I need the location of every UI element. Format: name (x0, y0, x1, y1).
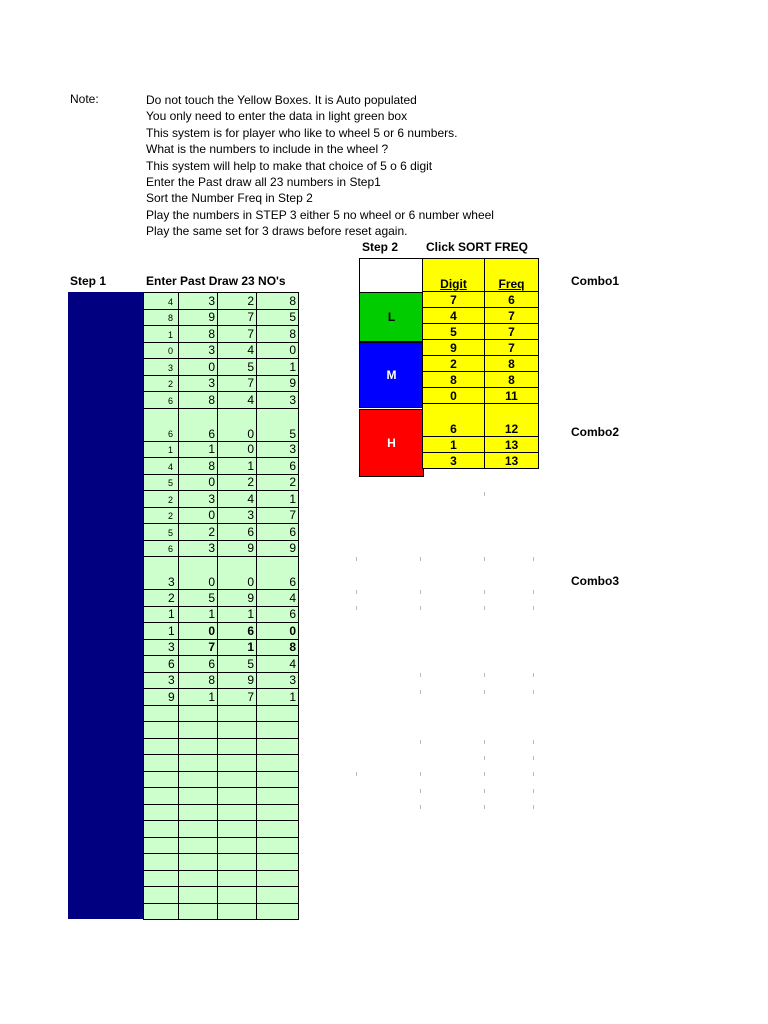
draw-cell[interactable]: 5 (144, 524, 179, 541)
freq-cell: 11 (485, 388, 539, 404)
draw-cell[interactable]: 3 (179, 491, 218, 508)
draw-cell[interactable]: 6 (179, 656, 218, 673)
freq-cell: 7 (485, 308, 539, 324)
draw-cell[interactable]: 1 (144, 326, 179, 343)
draw-cell[interactable] (218, 705, 257, 722)
draw-cell[interactable] (179, 804, 218, 821)
table-row (144, 606, 299, 623)
note-line: This system will help to make that choice of 5 o 6 digit (146, 158, 433, 173)
draw-cell[interactable]: 7 (218, 326, 257, 343)
draw-cell[interactable] (144, 804, 179, 821)
combo1-heading: Combo1 (571, 274, 619, 288)
draw-cell[interactable]: 6 (144, 656, 179, 673)
draw-cell[interactable] (257, 837, 299, 854)
draw-cell[interactable]: 7 (257, 507, 299, 524)
digit-cell: 0 (423, 388, 485, 404)
table-row (144, 474, 299, 491)
draw-cell[interactable] (179, 788, 218, 805)
table-row (144, 441, 299, 458)
empty-row (144, 738, 299, 755)
digit-cell: 6 (423, 404, 485, 437)
digit-cell: 5 (423, 324, 485, 340)
draw-cell[interactable] (179, 705, 218, 722)
draw-cell[interactable]: 6 (218, 524, 257, 541)
draw-cell[interactable]: 8 (257, 293, 299, 310)
table-row (144, 491, 299, 508)
empty-row (144, 755, 299, 772)
draw-cell[interactable] (257, 788, 299, 805)
freq-row (423, 308, 539, 324)
draw-cell[interactable] (218, 903, 257, 920)
draw-cell[interactable]: 2 (144, 491, 179, 508)
draw-cell[interactable] (179, 755, 218, 772)
freq-cell: 7 (485, 340, 539, 356)
empty-row (144, 887, 299, 904)
freq-row (423, 388, 539, 404)
draw-cell[interactable]: 6 (257, 557, 299, 590)
empty-row (144, 788, 299, 805)
table-row (144, 689, 299, 706)
draw-cell[interactable]: 2 (144, 590, 179, 607)
step2-blank-cell (359, 258, 424, 293)
draw-cell[interactable]: 8 (179, 392, 218, 409)
digit-cell: 1 (423, 437, 485, 453)
draw-cell[interactable]: 3 (144, 557, 179, 590)
enter-past-heading: Enter Past Draw 23 NO's (146, 274, 286, 288)
draw-cell[interactable]: 3 (218, 507, 257, 524)
draw-cell[interactable]: 3 (257, 441, 299, 458)
draw-cell[interactable]: 2 (179, 524, 218, 541)
table-row (144, 342, 299, 359)
freq-header: Freq (485, 259, 539, 292)
draw-cell[interactable]: 2 (257, 474, 299, 491)
draw-cell[interactable]: 0 (218, 441, 257, 458)
table-row (144, 359, 299, 376)
digit-cell: 8 (423, 372, 485, 388)
digit-header: Digit (423, 259, 485, 292)
draw-cell[interactable]: 3 (257, 392, 299, 409)
freq-cell: 8 (485, 356, 539, 372)
table-row (144, 458, 299, 475)
freq-row (423, 372, 539, 388)
freq-cell: 12 (485, 404, 539, 437)
draw-cell[interactable]: 8 (144, 309, 179, 326)
draw-cell[interactable]: 0 (218, 557, 257, 590)
empty-row (144, 837, 299, 854)
freq-cell: 13 (485, 437, 539, 453)
draw-cell[interactable]: 7 (218, 375, 257, 392)
draw-cell[interactable] (218, 722, 257, 739)
draw-cell[interactable] (257, 870, 299, 887)
freq-cell: 7 (485, 324, 539, 340)
draw-cell[interactable] (179, 870, 218, 887)
draw-cell[interactable]: 4 (218, 342, 257, 359)
sort-freq-button[interactable]: Click SORT FREQ (426, 240, 529, 254)
draw-cell[interactable]: 1 (144, 441, 179, 458)
draw-cell[interactable] (144, 722, 179, 739)
note-line: Play the same set for 3 draws before reset again. (146, 224, 408, 239)
draw-cell[interactable] (218, 788, 257, 805)
table-row (144, 507, 299, 524)
note-line: Play the numbers in STEP 3 either 5 no wheel or 6 number wheel (146, 207, 494, 222)
draw-cell[interactable] (144, 788, 179, 805)
table-row (144, 672, 299, 689)
note-label: Note: (70, 92, 99, 106)
draw-cell[interactable]: 9 (179, 309, 218, 326)
draw-cell[interactable]: 5 (218, 656, 257, 673)
freq-row (423, 437, 539, 453)
draw-cell[interactable]: 5 (257, 309, 299, 326)
draw-cell[interactable]: 0 (179, 557, 218, 590)
draw-cell[interactable] (218, 771, 257, 788)
draw-cell[interactable] (179, 837, 218, 854)
draw-cell[interactable]: 0 (179, 474, 218, 491)
freq-row (423, 404, 539, 437)
draw-cell[interactable]: 1 (179, 689, 218, 706)
draw-cell[interactable]: 3 (257, 672, 299, 689)
draw-cell[interactable]: 7 (218, 309, 257, 326)
empty-row (144, 804, 299, 821)
past-draw-grid (143, 292, 299, 920)
empty-row (144, 705, 299, 722)
draw-cell[interactable]: 8 (257, 326, 299, 343)
table-row (144, 590, 299, 607)
draw-cell[interactable] (218, 821, 257, 838)
empty-row (144, 870, 299, 887)
draw-cell[interactable]: 0 (179, 507, 218, 524)
draw-cell[interactable]: 0 (179, 359, 218, 376)
freq-row (423, 324, 539, 340)
empty-row (144, 903, 299, 920)
draw-cell[interactable]: 5 (257, 408, 299, 441)
draw-cell[interactable]: 6 (144, 540, 179, 557)
draw-cell[interactable] (144, 870, 179, 887)
draw-cell[interactable]: 4 (257, 656, 299, 673)
draw-cell[interactable] (144, 705, 179, 722)
draw-cell[interactable] (257, 821, 299, 838)
draw-cell[interactable]: 3 (179, 540, 218, 557)
draw-cell[interactable]: 1 (257, 359, 299, 376)
draw-cell[interactable] (218, 887, 257, 904)
draw-cell[interactable] (144, 903, 179, 920)
freq-cell: 13 (485, 453, 539, 469)
draw-cell[interactable] (257, 705, 299, 722)
draw-cell[interactable] (144, 738, 179, 755)
draw-cell[interactable]: 9 (218, 540, 257, 557)
empty-row (144, 771, 299, 788)
digit-cell: 7 (423, 292, 485, 308)
table-row (144, 540, 299, 557)
note-text (146, 92, 494, 240)
draw-cell[interactable] (179, 722, 218, 739)
draw-cell[interactable]: 8 (179, 672, 218, 689)
draw-cell[interactable] (257, 738, 299, 755)
table-row (144, 656, 299, 673)
draw-cell[interactable] (218, 870, 257, 887)
note-line: Sort the Number Freq in Step 2 (146, 191, 313, 206)
table-row (144, 309, 299, 326)
table-row (144, 639, 299, 656)
note-line: Do not touch the Yellow Boxes. It is Auto populated (146, 93, 417, 107)
table-row (144, 623, 299, 640)
draw-cell[interactable]: 3 (144, 672, 179, 689)
empty-row (144, 722, 299, 739)
low-band: L (359, 292, 424, 342)
draw-cell[interactable]: 6 (257, 458, 299, 475)
freq-row (423, 292, 539, 308)
table-row (144, 293, 299, 310)
combo3-heading: Combo3 (571, 574, 619, 588)
draw-cell[interactable] (257, 722, 299, 739)
draw-cell[interactable]: 5 (144, 474, 179, 491)
freq-table (422, 258, 539, 469)
draw-cell[interactable] (257, 804, 299, 821)
note-line: What is the numbers to include in the wheel ? (146, 142, 389, 157)
draw-cell[interactable]: 7 (179, 639, 218, 656)
combo2-heading: Combo2 (571, 425, 619, 439)
draw-cell[interactable]: 8 (179, 458, 218, 475)
table-row (144, 408, 299, 441)
draw-cell[interactable]: 0 (257, 623, 299, 640)
draw-cell[interactable]: 3 (179, 293, 218, 310)
draw-cell[interactable] (257, 854, 299, 871)
draw-cell[interactable] (179, 738, 218, 755)
draw-cell[interactable] (218, 854, 257, 871)
draw-cell[interactable] (179, 854, 218, 871)
draw-cell[interactable] (179, 903, 218, 920)
digit-cell: 2 (423, 356, 485, 372)
note-line: You only need to enter the data in light green box (146, 109, 408, 124)
table-row (144, 557, 299, 590)
step1-heading: Step 1 (70, 274, 107, 288)
draw-cell[interactable] (257, 755, 299, 772)
draw-cell[interactable]: 1 (144, 623, 179, 640)
draw-cell[interactable] (218, 755, 257, 772)
digit-cell: 3 (423, 453, 485, 469)
draw-cell[interactable]: 6 (218, 623, 257, 640)
table-row (144, 392, 299, 409)
draw-cell[interactable]: 1 (179, 606, 218, 623)
draw-cell[interactable]: 0 (218, 408, 257, 441)
draw-cell[interactable]: 1 (218, 639, 257, 656)
draw-cell[interactable]: 6 (179, 408, 218, 441)
draw-cell[interactable]: 9 (218, 590, 257, 607)
draw-cell[interactable]: 3 (144, 359, 179, 376)
draw-cell[interactable]: 3 (144, 639, 179, 656)
draw-cell[interactable]: 1 (257, 491, 299, 508)
draw-cell[interactable]: 1 (179, 441, 218, 458)
draw-cell[interactable]: 5 (179, 590, 218, 607)
empty-row (144, 854, 299, 871)
draw-cell[interactable]: 1 (218, 606, 257, 623)
draw-cell[interactable]: 5 (218, 359, 257, 376)
draw-cell[interactable]: 4 (218, 491, 257, 508)
draw-cell[interactable] (257, 771, 299, 788)
draw-cell[interactable] (257, 887, 299, 904)
draw-cell[interactable]: 6 (257, 524, 299, 541)
table-row (144, 375, 299, 392)
draw-cell[interactable]: 9 (257, 540, 299, 557)
draw-cell[interactable]: 2 (144, 375, 179, 392)
draw-cell[interactable]: 0 (257, 342, 299, 359)
digit-cell: 4 (423, 308, 485, 324)
draw-cell[interactable]: 7 (218, 689, 257, 706)
draw-cell[interactable] (218, 804, 257, 821)
draw-cell[interactable] (218, 738, 257, 755)
draw-cell[interactable]: 2 (218, 293, 257, 310)
freq-row (423, 356, 539, 372)
draw-cell[interactable]: 2 (144, 507, 179, 524)
draw-cell[interactable]: 6 (144, 392, 179, 409)
mid-band: M (359, 342, 424, 408)
draw-cell[interactable] (179, 771, 218, 788)
draw-cell[interactable] (179, 821, 218, 838)
note-line: Enter the Past draw all 23 numbers in Step1 (146, 175, 381, 190)
draw-cell[interactable] (144, 837, 179, 854)
draw-cell[interactable]: 1 (218, 458, 257, 475)
draw-cell[interactable] (218, 837, 257, 854)
draw-cell[interactable]: 8 (257, 639, 299, 656)
draw-cell[interactable]: 9 (144, 689, 179, 706)
draw-cell[interactable]: 4 (144, 458, 179, 475)
high-band: H (359, 409, 424, 477)
empty-row (144, 821, 299, 838)
draw-cell[interactable]: 8 (179, 326, 218, 343)
draw-cell[interactable]: 4 (144, 293, 179, 310)
draw-cell[interactable]: 2 (218, 474, 257, 491)
draw-cell[interactable]: 1 (257, 689, 299, 706)
draw-cell[interactable] (144, 821, 179, 838)
digit-cell: 9 (423, 340, 485, 356)
draw-cell[interactable]: 9 (218, 672, 257, 689)
draw-cell[interactable]: 3 (179, 342, 218, 359)
draw-cell[interactable]: 6 (257, 606, 299, 623)
draw-cell[interactable]: 4 (257, 590, 299, 607)
draw-cell[interactable] (179, 887, 218, 904)
draw-cell[interactable] (144, 755, 179, 772)
draw-cell[interactable] (144, 771, 179, 788)
freq-row (423, 453, 539, 469)
step1-navy-column (68, 292, 143, 919)
draw-cell[interactable]: 4 (218, 392, 257, 409)
step2-heading: Step 2 (362, 240, 399, 254)
freq-cell: 6 (485, 292, 539, 308)
note-line: This system is for player who like to wheel 5 or 6 numbers. (146, 125, 458, 140)
draw-cell[interactable] (257, 903, 299, 920)
table-row (144, 524, 299, 541)
draw-cell[interactable]: 6 (144, 408, 179, 441)
draw-cell[interactable]: 1 (144, 606, 179, 623)
table-row (144, 326, 299, 343)
draw-cell[interactable] (144, 887, 179, 904)
draw-cell[interactable]: 3 (179, 375, 218, 392)
draw-cell[interactable] (144, 854, 179, 871)
draw-cell[interactable]: 0 (144, 342, 179, 359)
draw-cell[interactable]: 0 (179, 623, 218, 640)
draw-cell[interactable]: 9 (257, 375, 299, 392)
freq-row (423, 340, 539, 356)
freq-cell: 8 (485, 372, 539, 388)
